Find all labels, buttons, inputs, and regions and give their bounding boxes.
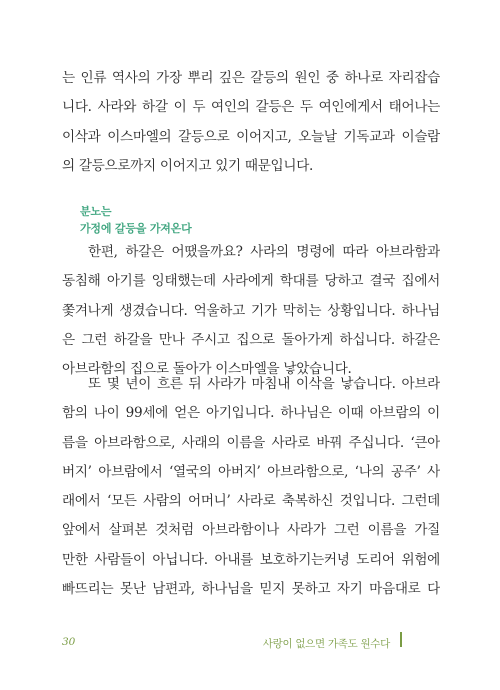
paragraph-2 [62,238,440,384]
text-line: 함의 나이 99세에 얻은 아기입니다. 하나님은 이때 아브람의 이 [62,405,440,422]
paragraph-1 [62,64,440,181]
text-line: 이삭과 이스마엘의 갈등으로 이어지고, 오늘날 기독교과 이슬람 [62,128,440,145]
footer-divider [400,632,402,647]
section-title: 가정에 갈등을 가져온다 [80,222,192,235]
text-line: 름을 아브라함으로, 사래의 이름을 사라로 바꿔 주십니다. ‘큰아 [62,434,440,451]
section-kicker: 분노는 [80,205,112,218]
text-line: 앞에서 살펴본 것처럼 아브라함이나 사라가 그런 이름을 가질 [62,522,440,539]
text-line: 버지’ 아브람에서 ‘열국의 아버지’ 아브라함으로, ‘나의 공주’ 사 [62,463,440,480]
text-line: 는 인류 역사의 가장 뿌리 깊은 갈등의 원인 중 하나로 자리잡습 [62,70,440,86]
paragraph-3 [62,370,440,604]
running-title: 사랑이 없으면 가족도 원수다 [262,638,390,650]
text-line: 래에서 ‘모든 사람의 어머니’ 사라로 축복하신 것입니다. 그런데 [62,493,440,510]
text-line: 아브라함의 집으로 돌아가 이스마엘을 낳았습니다. [62,361,352,378]
text-line: 한편, 하갈은 어땠을까요? 사라의 명령에 따라 아브라함과 [88,244,440,260]
text-line: 쫓겨나게 생겼습니다. 억울하고 기가 막히는 상황입니다. 하나님 [62,302,440,319]
text-line: 은 그런 하갈을 만나 주시고 집으로 돌아가게 하십니다. 하갈은 [62,331,440,348]
text-line: 만한 사람들이 아닙니다. 아내를 보호하기는커녕 도리어 위험에 [62,551,440,568]
text-line: 의 갈등으로까지 이어지고 있기 때문입니다. [62,157,314,174]
text-line: 빠뜨리는 못난 남편과, 하나님을 믿지 못하고 자기 마음대로 다 [62,581,440,598]
text-line: 니다. 사라와 하갈 이 두 여인의 갈등은 두 여인에게서 태어나는 [62,99,440,116]
page-number: 30 [62,636,76,648]
text-line: 또 몇 년이 흐른 뒤 사라가 마침내 이삭을 낳습니다. 아브라 [88,376,440,392]
text-line: 동침해 아기를 잉태했는데 사라에게 학대를 당하고 결국 집에서 [62,273,440,290]
